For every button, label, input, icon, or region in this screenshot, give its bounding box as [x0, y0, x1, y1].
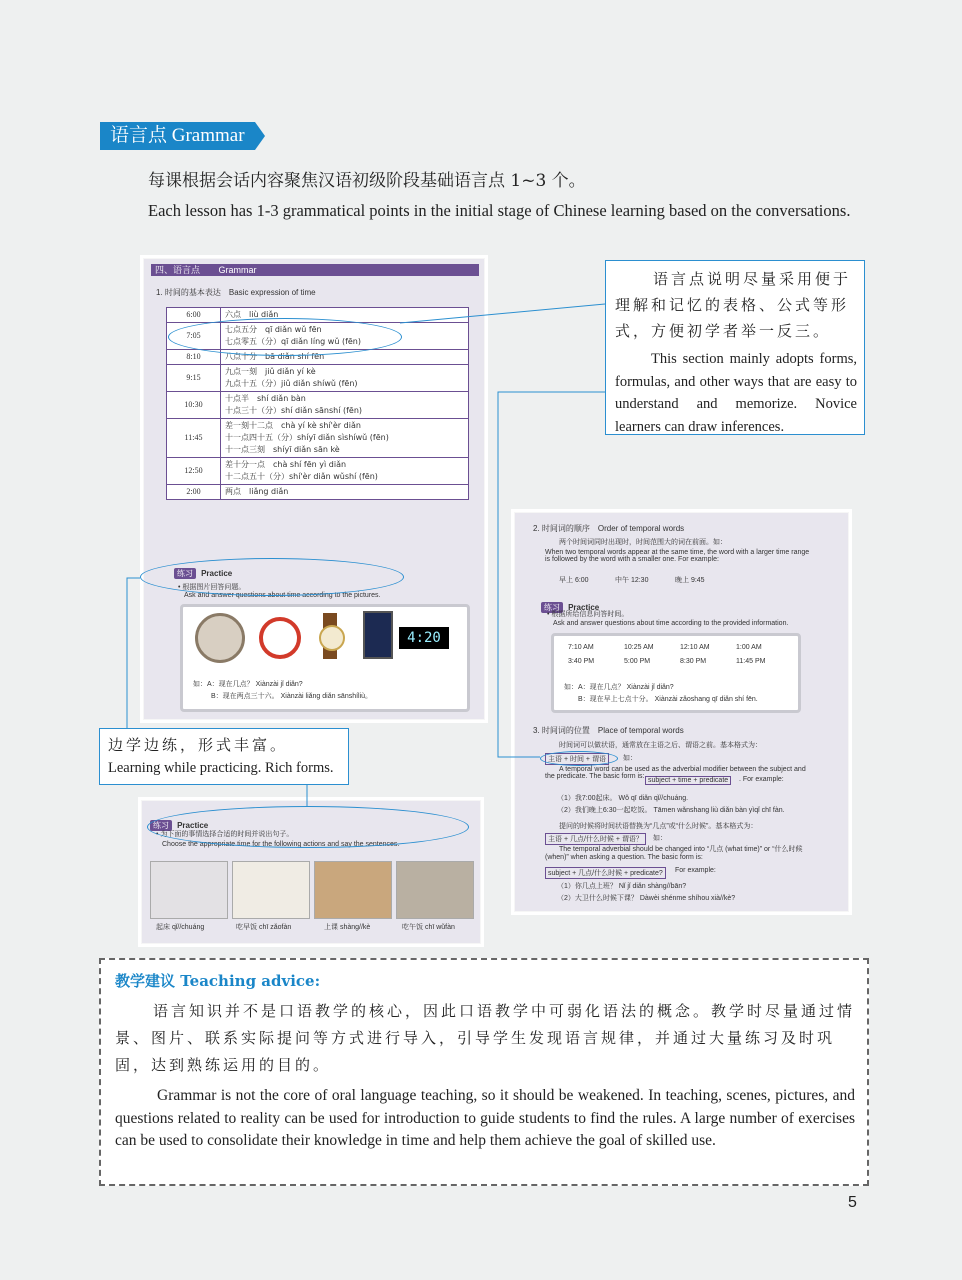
caption-1: 吃早饭 chī zǎofàn: [236, 924, 292, 931]
callout-tables-cn: 语言点说明尽量采用便于理解和记忆的表格、公式等形式，方便初学者举一反三。: [615, 270, 852, 340]
s2-ex0: 早上 6:00: [559, 577, 589, 584]
digital-clock: 4:20: [399, 627, 449, 649]
time-cell: 6:00: [167, 308, 221, 323]
time-option: 11:45 PM: [736, 658, 766, 665]
practice-tag: 练习: [150, 820, 172, 831]
expression-line: 差十分一点 chà shí fēn yì diǎn: [225, 460, 347, 469]
s3-ex3: （1）你几点上班？ Nǐ jǐ diǎn shàng//bān?: [557, 883, 687, 890]
s3-ex2: （2）我们晚上6:30一起吃饭。 Tāmen wǎnshang liù diǎn bàn yìqǐ chī fàn.: [557, 807, 785, 814]
s3-formula2: 主语 + 几点/什么时候 + 谓语？: [545, 833, 646, 845]
section-header: 语言点 Grammar: [100, 122, 255, 150]
bar-cn: 四、语言点: [155, 265, 201, 275]
time-cell: 10:30: [167, 392, 221, 419]
advice-en: Grammar is not the core of oral language teaching, so it should be weakened. In teaching, scenes, pictures, and questions related to reality can be used for introduction to guide students to find the rules. A large number of exercises can be used to consolidate their knowledge in time and help them achieve the goal of skilled use.: [115, 1087, 855, 1149]
expression-line: 十二点五十（分）shí'èr diǎn wǔshí (fēn): [225, 472, 378, 481]
page-number: 5: [848, 1194, 857, 1211]
time-option: 3:40 PM: [568, 658, 595, 665]
s3-ru: 如：: [623, 755, 637, 762]
time-option: 7:10 AM: [568, 644, 594, 651]
time-option: 1:00 AM: [736, 644, 762, 651]
time-option: 5:00 PM: [624, 658, 651, 665]
caption-2: 上课 shàng//kè: [324, 924, 371, 931]
bar-en: Grammar: [218, 265, 257, 275]
s3-en: A temporal word can be used as the adverbial modifier between the subject and the predicate. The basic form is:: [545, 766, 806, 780]
expression-line: 差一刻十二点 chà yí kè shí'èr diǎn: [225, 421, 361, 430]
expression-line: 九点十五（分）jiǔ diǎn shíwǔ (fēn): [225, 379, 358, 388]
time-option: 10:25 AM: [624, 644, 654, 651]
expression-line: 七点五分 qī diǎn wǔ fēn: [225, 325, 322, 334]
subsection-title: 1. 时间的基本表达 Basic expression of time: [156, 288, 316, 297]
practice-label: Practice: [568, 603, 600, 612]
prac-cn: • 根据所给信息问答时间。: [547, 611, 629, 618]
times-ex-b: B：现在早上七点十分。 Xiànzài zǎoshang qī diǎn shí fēn.: [578, 696, 758, 703]
s3-title: 3. 时间词的位置 Place of temporal words: [533, 726, 684, 735]
expression-line: 十一点四十五（分）shíyī diǎn sìshíwǔ (fēn): [225, 433, 389, 442]
practice-tag: 练习: [541, 602, 563, 613]
s3-q: 提问的时候将时间状语替换为“几点”或“什么时候”。基本格式为：: [559, 823, 758, 830]
intro-chinese: 每课根据会话内容聚焦汉语初级阶段基础语言点 1~3 个。: [148, 171, 586, 191]
practice-tag: 练习: [174, 568, 196, 579]
s2-ex1: 中午 12:30: [615, 577, 649, 584]
advice-title: 教学建议 Teaching advice:: [115, 972, 321, 990]
caption-3: 吃午饭 chī wǔfàn: [402, 924, 455, 931]
expression-line: 两点 liǎng diǎn: [225, 487, 289, 496]
expression-line: 八点十分 bā diǎn shí fēn: [225, 352, 325, 361]
callout-practice: [99, 728, 349, 785]
s3-for: . For example:: [739, 776, 784, 783]
expression-line: 九点一刻 jiǔ diǎn yí kè: [225, 367, 316, 376]
practice-cn: • 根据图片回答问题。: [178, 584, 246, 591]
practice-label: Practice: [177, 821, 209, 830]
s2-cn: 两个时间词同时出现时，时间范围大的词在前面。如：: [559, 539, 727, 546]
s3-formula: 主语 + 时间 + 谓语: [545, 753, 609, 765]
callout-tables: [605, 260, 865, 435]
practice-en: Choose the appropriate time for the following actions and say the sentences.: [162, 841, 400, 848]
s3-formula2-en: subject + 几点/什么时候 + predicate?: [545, 867, 666, 879]
expression-line: 十点三十（分）shí diǎn sānshí (fēn): [225, 406, 363, 415]
s3-ru2: 如：: [653, 835, 667, 842]
intro-english: Each lesson has 1-3 grammatical points in the initial stage of Chinese learning based on the conversations.: [148, 201, 851, 220]
prac-en: Ask and answer questions about time according to the provided information.: [553, 620, 789, 627]
expression-line: 六点 liù diǎn: [225, 310, 279, 319]
s3-for2: For example:: [675, 867, 716, 874]
s2-en: When two temporal words appear at the same time, the word with a larger time range is followed by the word with a smaller one. For example:: [545, 549, 810, 563]
time-option: 12:10 AM: [680, 644, 710, 651]
expression-line: 七点零五（分）qī diǎn líng wǔ (fēn): [225, 337, 362, 346]
practice-label: Practice: [201, 569, 233, 578]
advice-cn: 语言知识并不是口语教学的核心，因此口语教学中可弱化语法的概念。教学时尽量通过情景、图片、联系实际提问等方式进行导入，引导学生发现语言规律，并通过大量练习及时巩固，达到熟练运用的目的。: [115, 1002, 856, 1074]
time-option: 8:30 PM: [680, 658, 707, 665]
s3-cn: 时间词可以做状语，通常放在主语之后、谓语之前。基本格式为：: [559, 742, 762, 749]
time-cell: 8:10: [167, 350, 221, 365]
practice-en: Ask and answer questions about time according to the pictures.: [184, 592, 381, 599]
time-cell: 9:15: [167, 365, 221, 392]
caption-0: 起床 qǐ//chuáng: [156, 924, 205, 931]
s2-ex2: 晚上 9:45: [675, 577, 705, 584]
s2-title: 2. 时间词的顺序 Order of temporal words: [533, 524, 685, 533]
time-cell: 2:00: [167, 485, 221, 500]
expression-line: 十点半 shí diǎn bàn: [225, 394, 306, 403]
callout-practice-en: Learning while practicing. Rich forms.: [108, 760, 334, 776]
expression-line: 十一点三刻 shíyī diǎn sān kè: [225, 445, 340, 454]
practice-cn: • 为下面的事情选择合适的时间并说出句子。: [156, 831, 294, 838]
callout-tables-en: This section mainly adopts forms, formulas, and other ways that are easy to understand and memorize. Novice learners can draw inferences.: [615, 351, 857, 435]
s3-en2: The temporal adverbial should be changed into “几点 (what time)” or “什么时候 (when)” when asking a question. The basic form is:: [545, 846, 803, 861]
example-b: B：现在两点三十六。 Xiànzài liǎng diǎn sānshíliù。: [211, 693, 373, 700]
time-cell: 12:50: [167, 458, 221, 485]
s3-formula-en: subject + time + predicate: [645, 776, 731, 785]
callout-practice-cn: 边学边练，形式丰富。: [108, 736, 289, 754]
time-cell: 7:05: [167, 323, 221, 350]
time-cell: 11:45: [167, 419, 221, 458]
example-a: 如：A：现在几点？ Xiànzài jǐ diǎn?: [193, 681, 303, 688]
times-ex-a: 如：A：现在几点？ Xiànzài jǐ diǎn?: [564, 684, 674, 691]
teaching-advice-box: [99, 958, 869, 1186]
s3-ex1: （1）我7:00起床。 Wǒ qī diǎn qǐ//chuáng.: [557, 795, 689, 802]
s3-ex4: （2）大卫什么时候下课？ Dàwèi shénme shíhou xià//kè?: [557, 895, 736, 902]
